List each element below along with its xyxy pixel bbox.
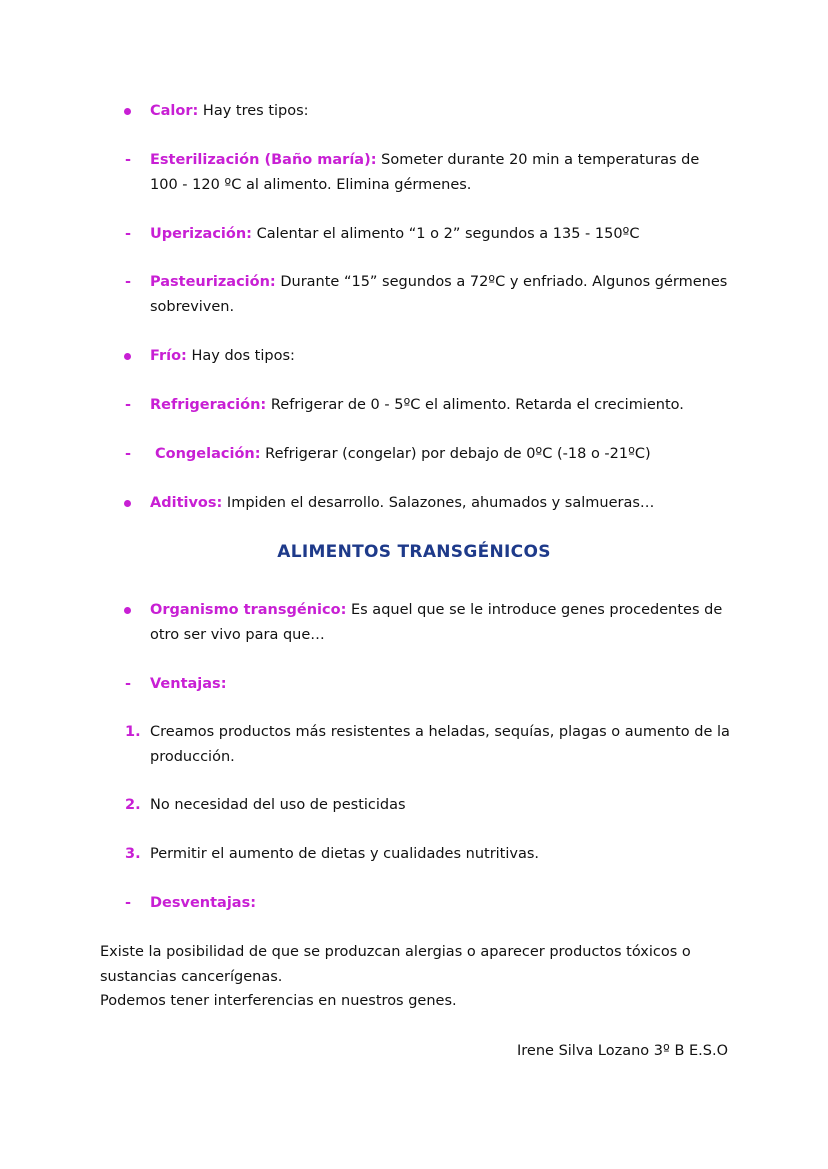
text-uperizacion: Calentar el alimento “1 o 2” segundos a 135 - 150ºC [251, 226, 640, 242]
list-item-desventajas [125, 891, 730, 916]
list-item-congelacion [125, 442, 735, 467]
list-item-aditivos [150, 491, 730, 516]
dash-marker: - [125, 895, 132, 911]
text-frio: Hay dos tipos: [186, 348, 295, 364]
term-aditivos: Aditivos: [150, 495, 223, 511]
dash-marker: - [125, 152, 132, 168]
list-item-refrigeracion [125, 393, 730, 418]
text-refrigeracion: Refrigerar de 0 - 5ºC el alimento. Retarda el crecimiento. [266, 397, 684, 413]
term-frio: Frío: [150, 348, 187, 364]
term-organismo: Organismo transgénico: [150, 602, 347, 618]
term-calor: Calor: [150, 103, 199, 119]
bullet-icon [124, 607, 131, 614]
bullet-icon [124, 353, 131, 360]
number-marker: 3. [125, 846, 141, 862]
list-item-uperizacion [125, 222, 730, 247]
text-ventaja-3: Permitir el aumento de dietas y cualidades nutritivas. [150, 846, 540, 862]
dash-marker: - [125, 397, 132, 413]
paragraph-line-2: Podemos tener interferencias en nuestros genes. [100, 993, 457, 1009]
text-calor: Hay tres tipos: [198, 103, 309, 119]
list-item-frio [150, 344, 730, 369]
text-organismo: Es aquel que se le introduce genes procedentes de otro ser vivo para que… [150, 602, 723, 643]
paragraph-line-1: Existe la posibilidad de que se produzcan alergias o aparecer productos tóxicos o sustancias cancerígenas. [100, 944, 691, 985]
term-ventajas: Ventajas: [150, 676, 227, 692]
dash-marker: - [125, 676, 132, 692]
dash-marker: - [125, 274, 132, 290]
number-marker: 1. [125, 724, 141, 740]
list-item-ventaja-2 [125, 793, 730, 818]
author-signature: Irene Silva Lozano 3º B E.S.O [517, 1043, 728, 1059]
bullet-icon [124, 108, 131, 115]
list-item-pasteurizacion [125, 270, 730, 319]
paragraph-disadvantages [100, 940, 700, 1014]
bullet-icon [124, 500, 131, 507]
text-pasteurizacion: Durante “15” segundos a 72ºC y enfriado. Algunos gérmenes sobreviven. [150, 274, 728, 315]
term-refrigeracion: Refrigeración: [150, 397, 267, 413]
dash-marker: - [125, 226, 132, 242]
list-item-ventajas [125, 672, 730, 697]
term-esterilizacion: Esterilización (Baño maría): [150, 152, 377, 168]
section-heading: ALIMENTOS TRANSGÉNICOS [277, 542, 551, 562]
term-pasteurizacion: Pasteurización: [150, 274, 276, 290]
text-ventaja-1: Creamos productos más resistentes a heladas, sequías, plagas o aumento de la producción. [150, 724, 730, 765]
list-item-calor [150, 99, 730, 124]
number-marker: 2. [125, 797, 141, 813]
text-congelacion: Refrigerar (congelar) por debajo de 0ºC (-18 o -21ºC) [260, 446, 651, 462]
list-item-esterilizacion [125, 148, 730, 197]
list-item-ventaja-1 [125, 720, 730, 769]
term-desventajas: Desventajas: [150, 895, 257, 911]
term-congelacion: Congelación: [155, 446, 261, 462]
list-item-ventaja-3 [125, 842, 730, 867]
term-uperizacion: Uperización: [150, 226, 252, 242]
text-aditivos: Impiden el desarrollo. Salazones, ahumados y salmueras… [222, 495, 655, 511]
dash-marker: - [125, 446, 132, 462]
list-item-organismo [150, 598, 730, 647]
text-ventaja-2: No necesidad del uso de pesticidas [150, 797, 406, 813]
text-esterilizacion: Someter durante 20 min a temperaturas de 100 - 120 ºC al alimento. Elimina gérmenes. [150, 152, 700, 193]
